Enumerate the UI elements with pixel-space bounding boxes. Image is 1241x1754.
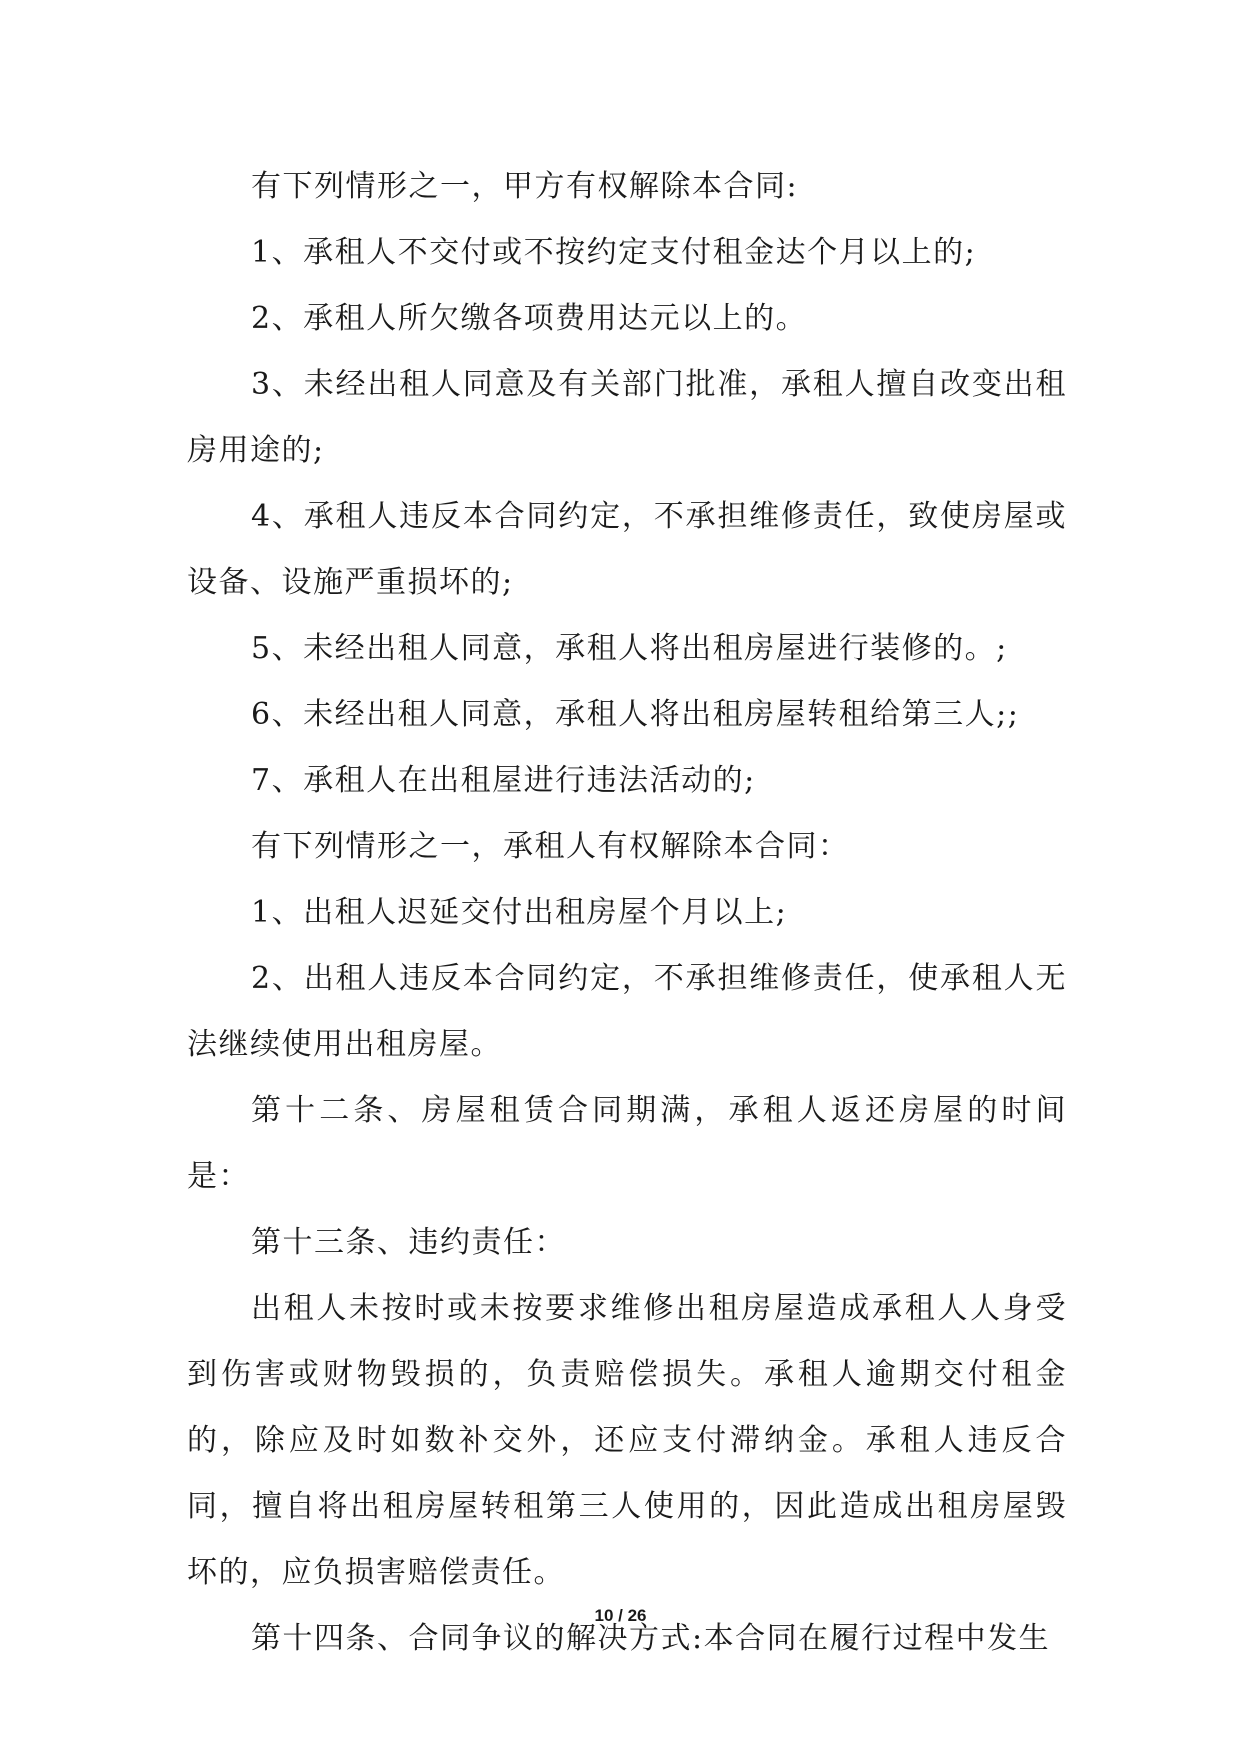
paragraph: 第十三条、违约责任： [251, 1225, 566, 1260]
paragraph: 7、承租人在出租屋进行违法活动的; [251, 763, 756, 798]
paragraph: 2、出租人违反本合同约定，不承担维修责任，使承租人无法继续使用出租房屋。 [187, 961, 1067, 1062]
paragraph: 有下列情形之一，承租人有权解除本合同： [251, 829, 850, 864]
paragraph: 第十四条、合同争议的解决方式:本合同在履行过程中发生 [251, 1621, 1051, 1656]
paragraph: 3、未经出租人同意及有关部门批准，承租人擅自改变出租房用途的; [187, 367, 1067, 468]
paragraph: 1、承租人不交付或不按约定支付租金达个月以上的; [251, 235, 977, 270]
paragraph: 1、出租人迟延交付出租房屋个月以上; [251, 895, 788, 930]
paragraph: 5、未经出租人同意，承租人将出租房屋进行装修的。; [251, 631, 1008, 666]
document-body [187, 154, 1067, 1672]
paragraph: 6、未经出租人同意，承租人将出租房屋转租给第三人;; [251, 697, 1020, 732]
paragraph: 有下列情形之一，甲方有权解除本合同: [251, 169, 799, 204]
paragraph: 出租人未按时或未按要求维修出租房屋造成承租人人身受到伤害或财物毁损的，负责赔偿损失。承租人逾期交付租金的，除应及时如数补交外，还应支付滞纳金。承租人违反合同，擅自将出租房屋转租第三人使用的，因此造成出租房屋毁坏的，应负损害赔偿责任。 [187, 1291, 1067, 1590]
paragraph: 4、承租人违反本合同约定，不承担维修责任，致使房屋或设备、设施严重损坏的; [187, 499, 1067, 600]
paragraph: 2、承租人所欠缴各项费用达元以上的。 [251, 301, 808, 336]
paragraph: 第十二条、房屋租赁合同期满，承租人返还房屋的时间是： [187, 1093, 1067, 1194]
page-number: 10 / 26 [594, 1606, 647, 1625]
